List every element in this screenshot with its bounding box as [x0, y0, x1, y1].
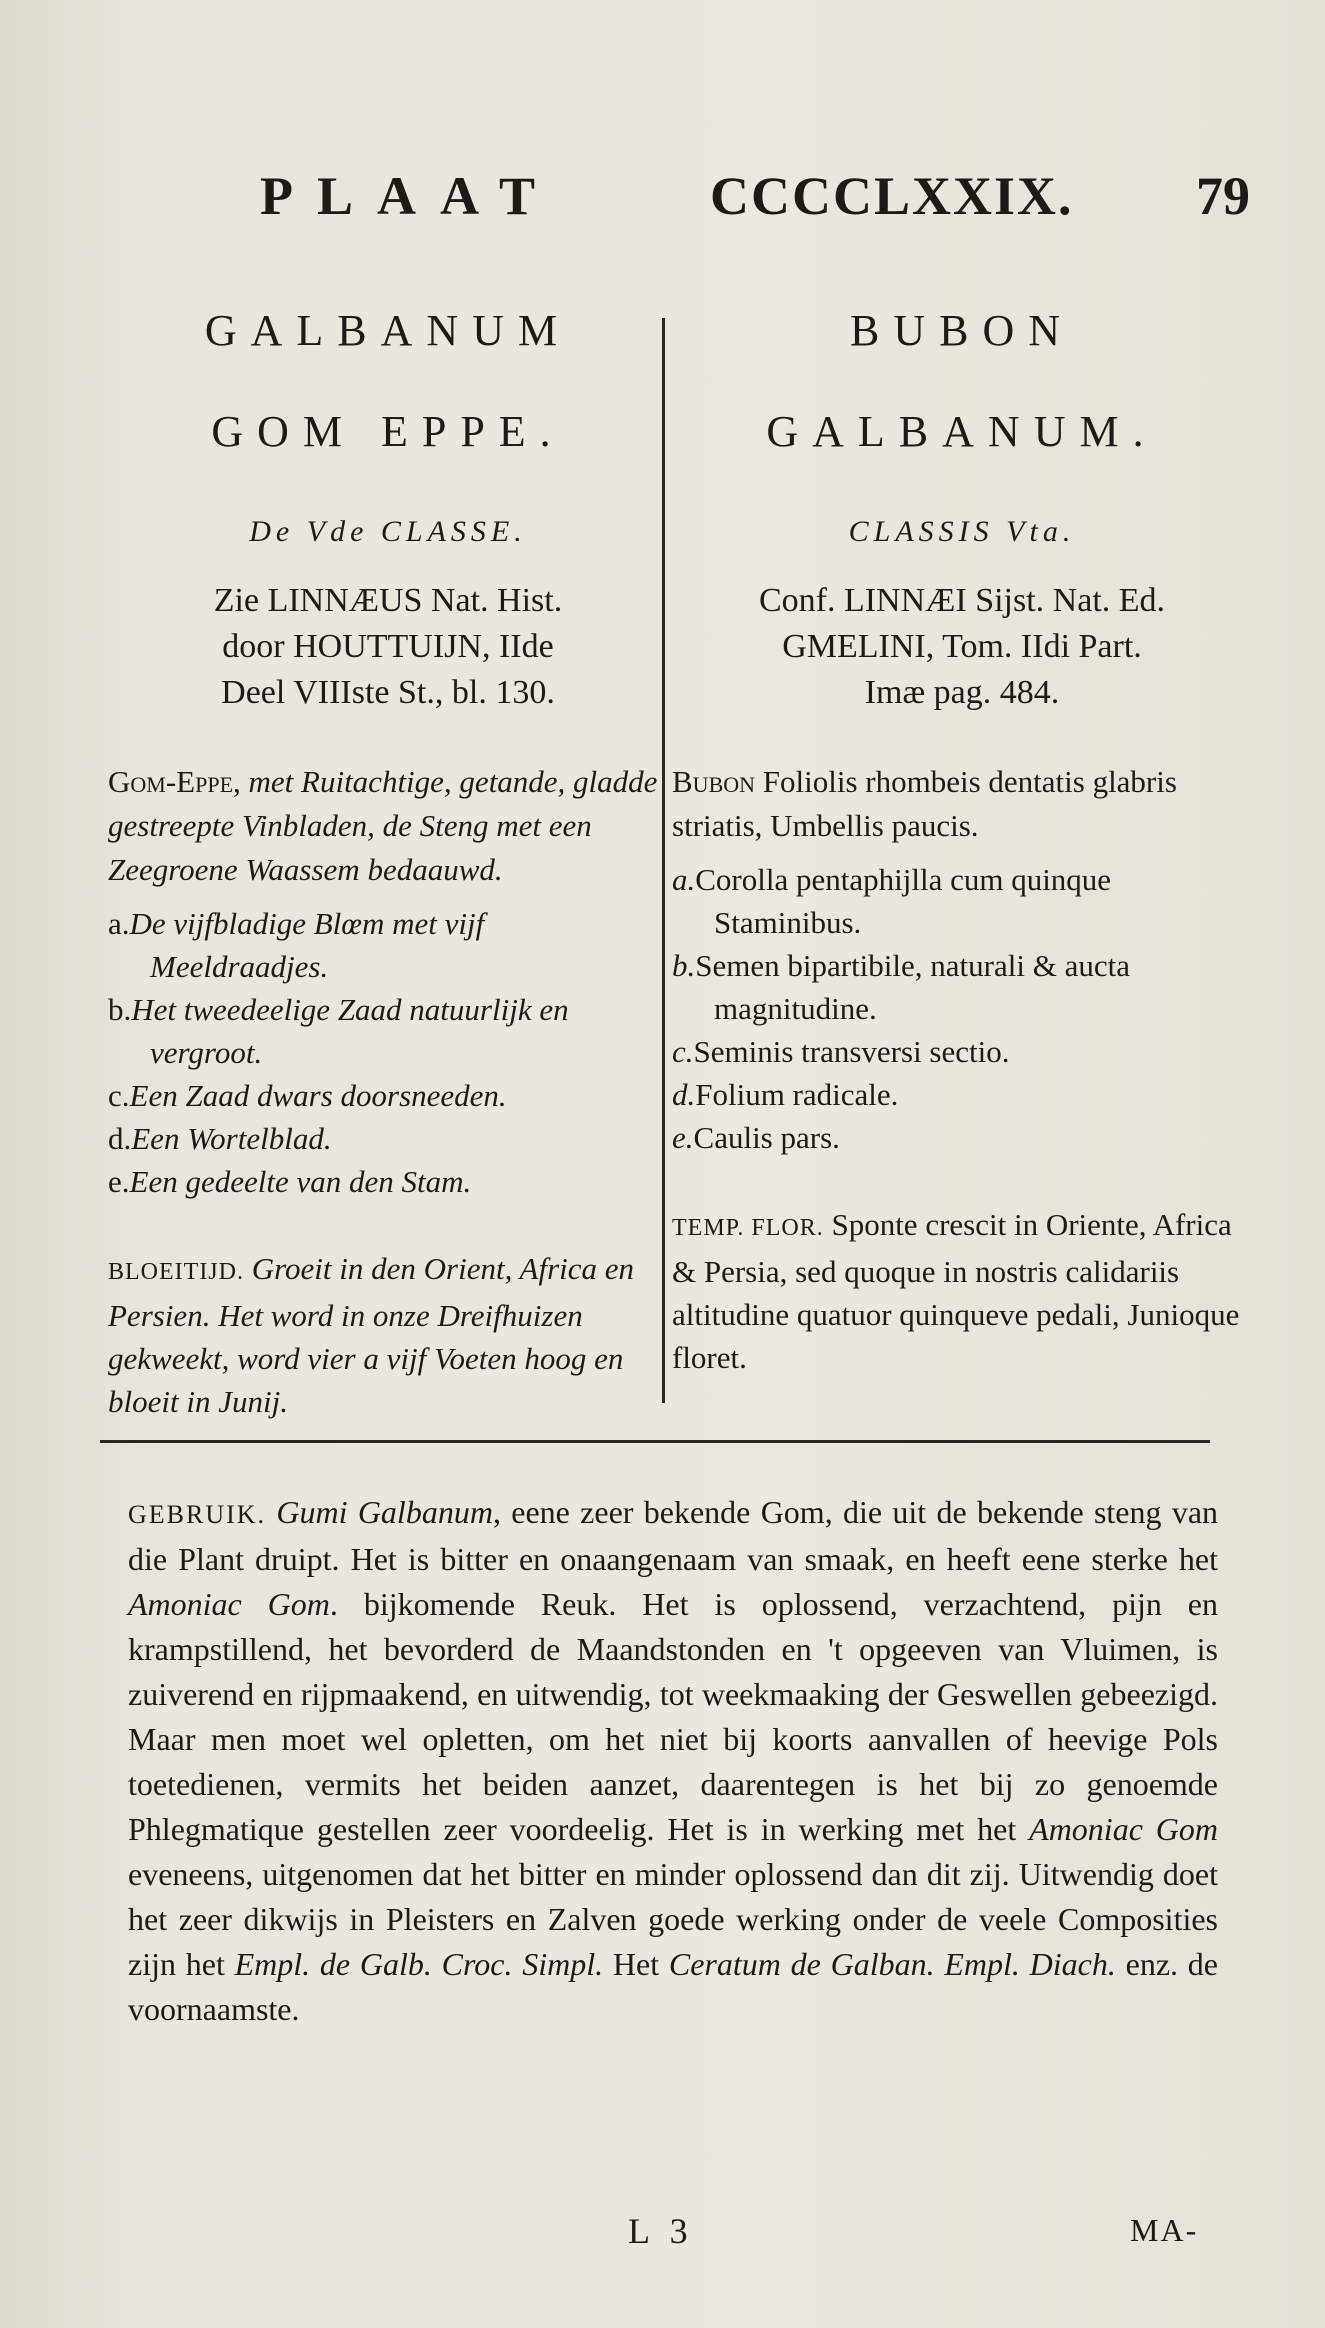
- signature-mark: L 3: [628, 2211, 694, 2251]
- latin-title-species: GALBANUM.: [766, 407, 1158, 456]
- latin-ref-line: GMELINI, Tom. IIdi Part.: [782, 628, 1142, 665]
- usage-label: GEBRUIK.: [128, 1500, 267, 1529]
- item-text: Folium radicale.: [695, 1077, 899, 1112]
- latin-figure-list: [672, 858, 1252, 1159]
- dutch-ref-line: door HOUTTUIJN, IIde: [222, 628, 554, 665]
- usage-text: [266, 1494, 276, 1530]
- item-key: d.: [108, 1121, 132, 1156]
- list-item: [672, 1073, 1252, 1116]
- item-text: Het tweedeelige Zaad natuurlijk en vergroot.: [131, 992, 569, 1070]
- dutch-ref-line: Zie LINNÆUS Nat. Hist.: [213, 582, 563, 619]
- list-item: [672, 858, 1252, 944]
- item-text: Semen bipartibile, naturali & aucta magnitudine.: [695, 948, 1130, 1026]
- list-item: [108, 1074, 668, 1117]
- item-text: Een gedeelte van den Stam.: [129, 1164, 472, 1199]
- list-item: [108, 988, 668, 1074]
- item-text: Een Wortelblad.: [131, 1121, 332, 1156]
- item-key: c.: [672, 1034, 694, 1069]
- latin-title-genus: BUBON: [849, 306, 1075, 355]
- column-divider: [662, 318, 665, 1403]
- latin-classis: CLASSIS Vta.: [848, 515, 1076, 548]
- dutch-reference: [108, 578, 668, 716]
- dutch-column: [108, 300, 668, 1423]
- dutch-description: [108, 760, 668, 892]
- catchword: MA-: [1130, 2212, 1199, 2248]
- latin-ref-line: Conf. LINNÆI Sijst. Nat. Ed.: [758, 582, 1166, 619]
- item-text: Een Zaad dwars doorsneeden.: [129, 1078, 507, 1113]
- item-text: De vijfbladige Blœm met vijf Meeldraadjes.: [129, 906, 485, 984]
- list-item: [108, 902, 668, 988]
- list-item: [672, 1116, 1252, 1159]
- usage-text: . bijkomende Reuk. Het is oplossend, verzachtend, pijn en krampstillend, het bevorderd de Maandstonden en 't opgeeven van Vluimen, is zuiverend en rijpmaakend, en uitwendig, tot weekmaaking der Geswellen gebeezigd. Maar men moet wel opletten, om het niet bij koorts aanvallen of heevige Pols toetedienen, vermits het beiden aanzet, daarentegen is het bij zo genoemde Phlegmatique gestellen zeer voordeelig. Het is in werking met het: [128, 1586, 1219, 1847]
- dutch-flowering-text: Groeit in den Orient, Africa en Persien. Het word in onze Dreifhuizen gekweekt, word vier a vijf Voeten hoog en bloeit in Junij.: [108, 1251, 635, 1419]
- section-divider: [100, 1440, 1210, 1443]
- plate-label: PLAAT: [260, 166, 560, 226]
- dutch-desc-text: met Ruitachtige, getande, gladde gestreepte Vinbladen, de Steng met een Zeegroene Waassem bedaauwd.: [108, 764, 658, 887]
- item-key: a.: [672, 862, 696, 897]
- usage-term: Gumi Galbanum: [276, 1494, 493, 1530]
- list-item: [108, 1117, 668, 1160]
- item-key: e.: [672, 1120, 694, 1155]
- usage-text: Het: [603, 1946, 669, 1982]
- dutch-classe: De Vde CLASSE.: [249, 515, 527, 548]
- usage-term: Amoniac Gom: [128, 1586, 330, 1622]
- usage-text: enz. de voornaamste.: [128, 1946, 1219, 2027]
- usage-paragraph: [128, 1490, 1218, 2032]
- latin-reference: [672, 578, 1252, 716]
- item-key: c.: [108, 1078, 130, 1113]
- item-key: b.: [672, 948, 696, 983]
- usage-text: , eene zeer bekende Gom, die uit de bekende steng van die Plant druipt. Het is bitter en onaangenaam van smaak, en heeft eene sterke het: [128, 1494, 1219, 1577]
- item-key: e.: [108, 1164, 130, 1199]
- dutch-flowering: [108, 1247, 668, 1423]
- latin-flowering-text: Sponte crescit in Oriente, Africa & Persia, sed quoque in nostris calidariis altitudine quatuor quinqueve pedali, Junioque floret.: [672, 1207, 1240, 1375]
- item-key: b.: [108, 992, 132, 1027]
- plate-number: CCCCLXXIX.: [710, 166, 1074, 226]
- usage-text: eveneens, uitgenomen dat het bitter en minder oplossend dan dit zij. Uitwendig doet het zeer dikwijs in Pleisters en Zalven goede werking onder de veele Composities zijn het: [128, 1856, 1218, 1982]
- item-key: a.: [108, 906, 130, 941]
- item-text: Caulis pars.: [693, 1120, 840, 1155]
- usage-term: Amoniac Gom: [1029, 1811, 1219, 1847]
- dutch-desc-lead: Gom-Eppe,: [108, 764, 241, 799]
- dutch-figure-list: [108, 902, 668, 1203]
- usage-term: Ceratum de Galban. Empl. Diach.: [668, 1946, 1116, 1982]
- dutch-ref-line: Deel VIIIste St., bl. 130.: [221, 674, 555, 711]
- page-number: 79: [1196, 166, 1250, 226]
- latin-column: [672, 300, 1252, 1379]
- dutch-title-name: GOM EPPE.: [211, 407, 565, 456]
- list-item: [672, 1030, 1252, 1073]
- list-item: [672, 944, 1252, 1030]
- latin-flowering-label: TEMP. FLOR.: [672, 1215, 824, 1241]
- item-key: d.: [672, 1077, 696, 1112]
- list-item: [108, 1160, 668, 1203]
- page-header: [260, 165, 1250, 235]
- latin-flowering: [672, 1203, 1252, 1379]
- latin-ref-line: Imæ pag. 484.: [864, 674, 1060, 711]
- latin-desc-lead: Bubon: [672, 764, 756, 799]
- dutch-title-latin: GALBANUM: [204, 306, 572, 355]
- dutch-flowering-label: BLOEITIJD.: [108, 1259, 244, 1285]
- usage-term: Empl. de Galb. Croc. Simpl.: [234, 1946, 604, 1982]
- latin-desc-text: Foliolis rhombeis dentatis glabris striatis, Umbellis paucis.: [672, 764, 1177, 843]
- latin-description: [672, 760, 1252, 848]
- item-text: Corolla pentaphijlla cum quinque Staminibus.: [695, 862, 1112, 940]
- item-text: Seminis transversi sectio.: [693, 1034, 1010, 1069]
